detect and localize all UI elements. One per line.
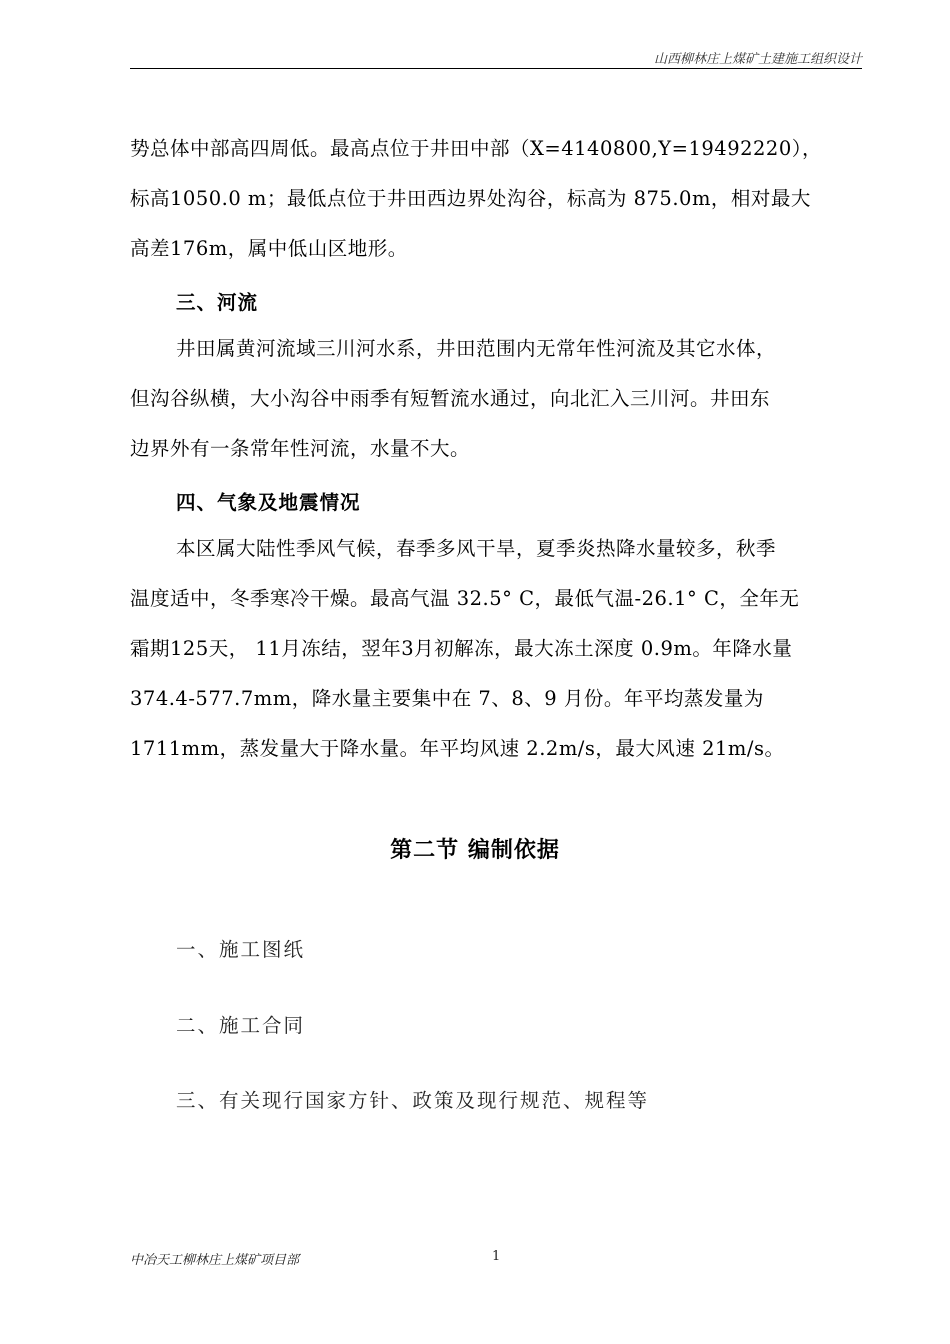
paragraph-line: 霜期125天， 11月冻结，翌年3月初解冻，最大冻土深度 0.9m。年降水量 [130,637,793,660]
page-header [130,46,862,69]
basis-item: 三、有关现行国家方针、政策及现行规范、规程等 [176,1089,650,1112]
paragraph-line: 势总体中部高四周低。最高点位于井田中部（X=4140800,Y=19492220）， [130,137,822,160]
paragraph-line: 但沟谷纵横，大小沟谷中雨季有短暂流水通过，向北汇入三川河。井田东 [130,387,771,410]
climate-paragraph [130,524,862,774]
footer-organization: 中冶天工柳林庄上煤矿项目部 [130,1253,300,1268]
basis-item: 二、施工合同 [176,1014,306,1037]
paragraph-line: 温度适中，冬季寒冷干燥。最高气温 32.5° C，最低气温-26.1° C，全年无 [130,587,800,610]
paragraph-line: 本区属大陆性季风气候，春季多风干旱，夏季炎热降水量较多，秋季 [176,537,777,560]
intro-paragraph [130,124,862,274]
river-heading: 三、河流 [176,291,259,314]
river-paragraph [130,324,862,474]
paragraph-line: 374.4-577.7mm，降水量主要集中在 7、8、9 月份。年平均蒸发量为 [130,687,764,710]
climate-heading: 四、气象及地震情况 [176,491,361,514]
paragraph-line: 边界外有一条常年性河流，水量不大。 [130,437,471,460]
header-title: 山西柳林庄上煤矿土建施工组织设计 [653,52,862,67]
paragraph-line: 1711mm，蒸发量大于降水量。年平均风速 2.2m/s，最大风速 21m/s。 [130,737,785,760]
basis-item: 一、施工图纸 [176,938,306,961]
paragraph-line: 高差176m，属中低山区地形。 [130,237,408,260]
section-title: 第二节 编制依据 [390,837,560,863]
paragraph-line: 标高1050.0 m；最低点位于井田西边界处沟谷，标高为 875.0m，相对最大 [130,187,811,210]
paragraph-line: 井田属黄河流域三川河水系，井田范围内无常年性河流及其它水体， [176,337,777,360]
page-number: 1 [492,1249,501,1264]
